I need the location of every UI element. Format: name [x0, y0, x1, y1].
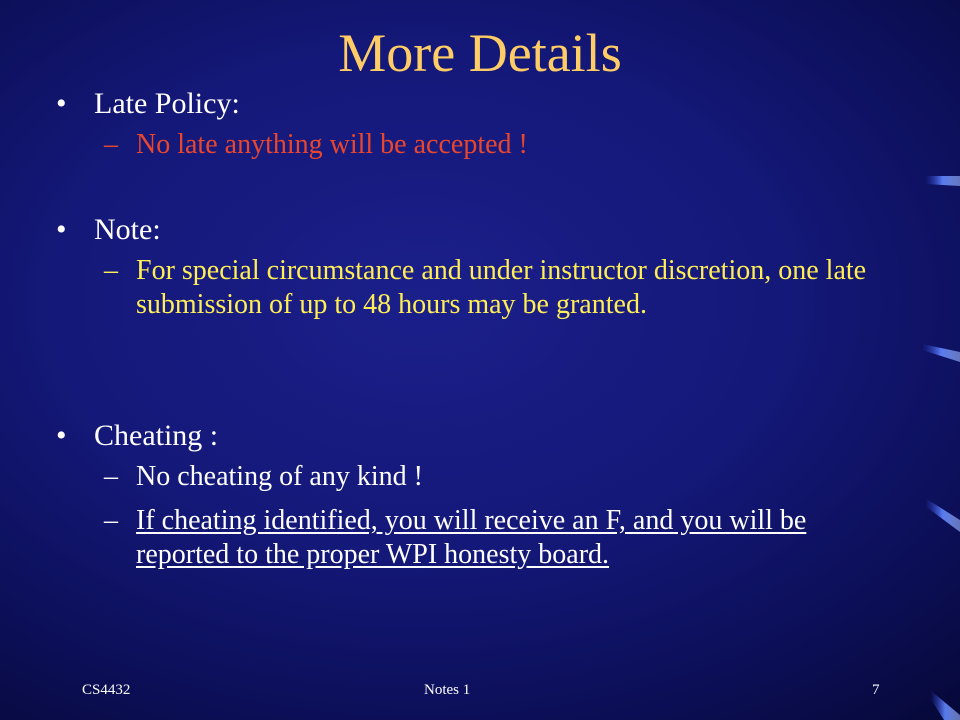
dash-marker: –: [104, 255, 118, 286]
bullet-dot: •: [56, 87, 67, 120]
footer-course: CS4432: [82, 682, 131, 698]
late-policy-text: No late anything will be accepted !: [136, 129, 528, 160]
slide-title: More Details: [338, 23, 622, 83]
dash-marker: –: [104, 129, 118, 160]
dash-marker: –: [104, 505, 118, 536]
cheating-item-2: [104, 504, 884, 572]
bullet-cheating: [56, 418, 218, 454]
cheating-text-1: No cheating of any kind !: [136, 461, 423, 492]
dash-marker: –: [104, 461, 118, 492]
note-text: For special circumstance and under instructor discretion, one late submission of up to 48 hours may be granted.: [136, 255, 867, 320]
footer-page-number: 7: [872, 682, 880, 698]
late-policy-item: [104, 128, 884, 162]
note-item: [104, 254, 884, 322]
footer-notes: Notes 1: [424, 682, 471, 698]
bullet-label: Cheating :: [94, 419, 219, 452]
cheating-text-2: If cheating identified, you will receive an F, and you will be reported to the proper WPI honesty board.: [136, 505, 807, 570]
bullet-late-policy: [56, 86, 240, 122]
cheating-item-1: [104, 460, 884, 494]
bullet-label: Note:: [94, 213, 161, 246]
bullet-dot: •: [56, 213, 67, 246]
bullet-label: Late Policy:: [94, 87, 240, 120]
bullet-dot: •: [56, 419, 67, 452]
bullet-note: [56, 212, 161, 248]
